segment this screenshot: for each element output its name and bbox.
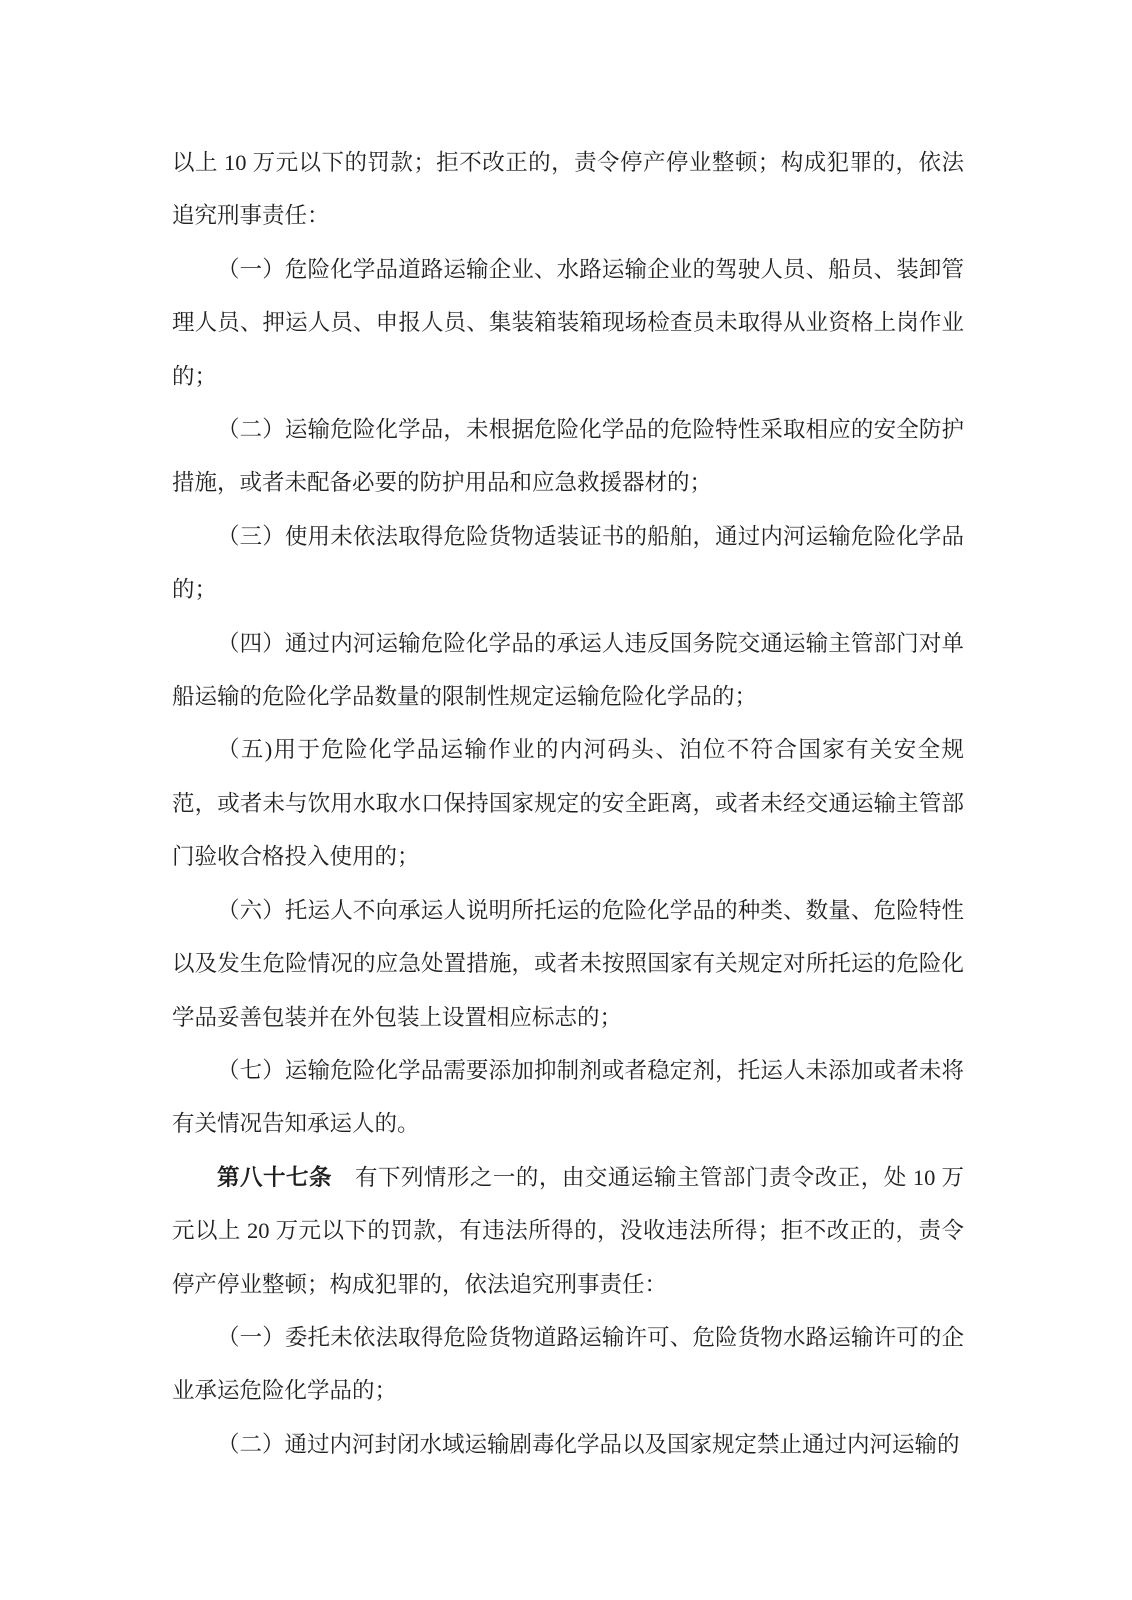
paragraph: （一）危险化学品道路运输企业、水路运输企业的驾驶人员、船员、装卸管理人员、押运人员、申报人员、集装箱装箱现场检查员未取得从业资格上岗作业的； [172,256,964,389]
paragraph: （六）托运人不向承运人说明所托运的危险化学品的种类、数量、危险特性以及发生危险情况的应急处置措施，或者未按照国家有关规定对所托运的危险化学品妥善包装并在外包装上设置相应标志的； [172,897,964,1030]
paragraph: （二）运输危险化学品，未根据危险化学品的危险特性采取相应的安全防护措施，或者未配备必要的防护用品和应急救援器材的； [172,417,964,496]
paragraph: （二）通过内河封闭水域运输剧毒化学品以及国家规定禁止通过内河运输的 [217,1431,960,1457]
article-number: 第八十七条 [217,1164,332,1190]
paragraph: 以上 10 万元以下的罚款；拒不改正的，责令停产停业整顿；构成犯罪的，依法追究刑事责任： [172,150,964,229]
paragraph: （七）运输危险化学品需要添加抑制剂或者稳定剂，托运人未添加或者未将有关情况告知承运人的。 [172,1057,964,1137]
paragraph: 第八十七条 有下列情形之一的，由交通运输主管部门责令改正，处 10 万元以上 20 万元以下的罚款，有违法所得的，没收违法所得；拒不改正的，责令停产停业整顿；构成犯罪的，依法追究刑事责任： [172,1164,964,1297]
document-body [172,136,964,1471]
paragraph: （一）委托未依法取得危险货物道路运输许可、危险货物水路运输许可的企业承运危险化学品的； [172,1324,964,1404]
paragraph: （三）使用未依法取得危险货物适装证书的船舶，通过内河运输危险化学品的； [172,523,964,603]
paragraph: （四）通过内河运输危险化学品的承运人违反国务院交通运输主管部门对单船运输的危险化学品数量的限制性规定运输危险化学品的； [172,630,964,710]
paragraph: （五)用于危险化学品运输作业的内河码头、泊位不符合国家有关安全规范，或者未与饮用水取水口保持国家规定的安全距离，或者未经交通运输主管部门验收合格投入使用的； [172,737,964,870]
